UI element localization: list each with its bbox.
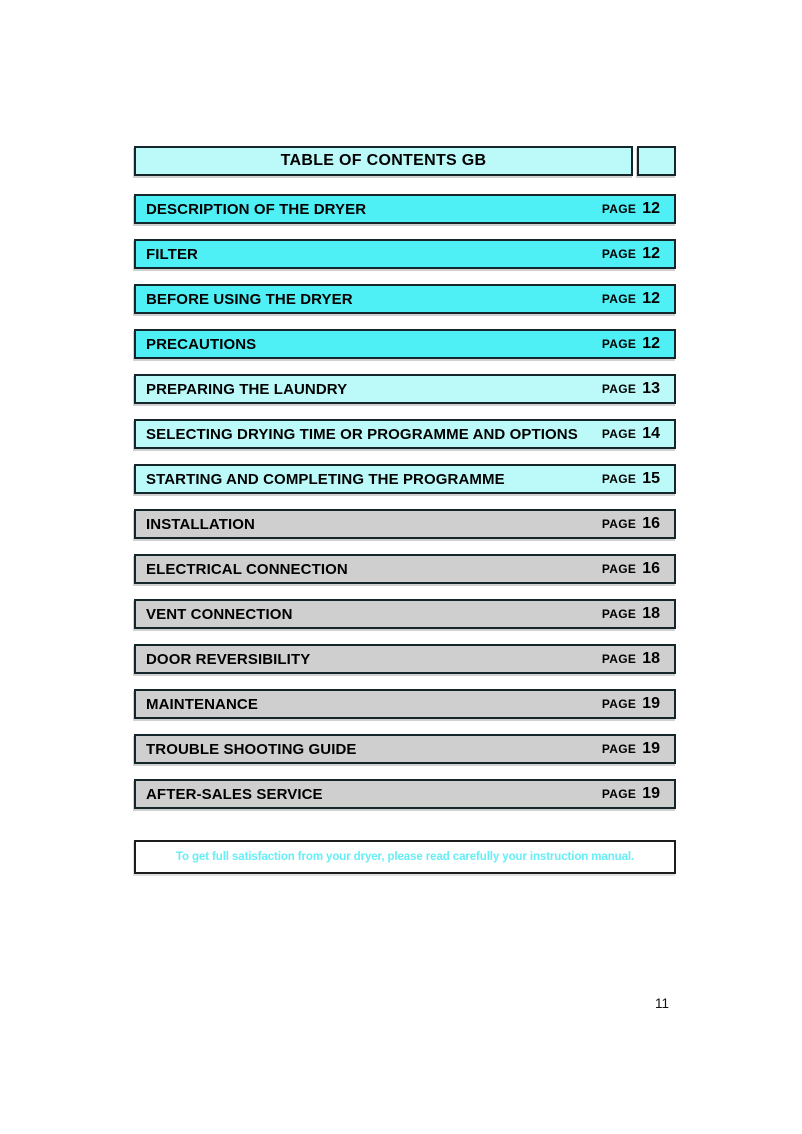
toc-row-page-group — [602, 425, 660, 443]
toc-page-number: 15 — [642, 470, 660, 487]
toc-row — [134, 734, 676, 764]
toc-title-band — [134, 146, 633, 176]
toc-content — [134, 146, 676, 824]
toc-row — [134, 419, 676, 449]
note-text: To get full satisfaction from your dryer, please read carefully your instruction manual. — [175, 851, 635, 863]
toc-page-number: 12 — [642, 290, 660, 307]
toc-page-number: 18 — [642, 605, 660, 622]
toc-row — [134, 239, 676, 269]
toc-row-title: STARTING AND COMPLETING THE PROGRAMME — [146, 470, 505, 488]
toc-page-label: PAGE — [601, 742, 637, 756]
toc-row — [134, 779, 676, 809]
toc-page-label: PAGE — [601, 517, 637, 531]
toc-page-number: 16 — [642, 515, 660, 532]
toc-row-page-group — [602, 605, 660, 623]
toc-page-label: PAGE — [601, 382, 637, 396]
toc-page-number: 12 — [642, 335, 660, 352]
toc-row-page-group — [602, 695, 660, 713]
toc-page-number: 14 — [642, 425, 660, 442]
toc-page-number: 13 — [642, 380, 660, 397]
toc-page-label: PAGE — [601, 787, 637, 801]
toc-page-number: 19 — [642, 785, 660, 802]
toc-page-label: PAGE — [601, 427, 637, 441]
toc-page-label: PAGE — [601, 202, 637, 216]
toc-row-page-group — [602, 380, 660, 398]
toc-row — [134, 509, 676, 539]
toc-page-number: 12 — [642, 200, 660, 217]
toc-row-page-group — [602, 200, 660, 218]
toc-row-page-group — [602, 650, 660, 668]
folio-page-number: 11 — [655, 996, 670, 1011]
toc-page-label: PAGE — [601, 337, 637, 351]
toc-page-label: PAGE — [601, 292, 637, 306]
toc-row-title: PRECAUTIONS — [146, 335, 257, 353]
toc-row — [134, 599, 676, 629]
toc-page-number: 18 — [642, 650, 660, 667]
header-corner-box — [637, 146, 676, 176]
toc-row-page-group — [602, 335, 660, 353]
toc-row-page-group — [602, 740, 660, 758]
toc-row-page-group — [602, 290, 660, 308]
toc-row-title: PREPARING THE LAUNDRY — [146, 380, 348, 398]
toc-page-number: 16 — [642, 560, 660, 577]
toc-row — [134, 689, 676, 719]
toc-row-title: BEFORE USING THE DRYER — [146, 290, 353, 308]
toc-row — [134, 374, 676, 404]
toc-row-title: MAINTENANCE — [146, 695, 258, 713]
toc-page-label: PAGE — [601, 472, 637, 486]
note-box — [134, 840, 676, 874]
toc-row-page-group — [602, 515, 660, 533]
toc-row-title: DESCRIPTION OF THE DRYER — [146, 200, 367, 218]
toc-page-label: PAGE — [601, 652, 637, 666]
toc-row — [134, 644, 676, 674]
toc-row — [134, 554, 676, 584]
toc-row-page-group — [602, 245, 660, 263]
toc-row-title: SELECTING DRYING TIME OR PROGRAMME AND OPTIONS — [146, 425, 578, 443]
toc-row — [134, 284, 676, 314]
toc-page-label: PAGE — [601, 562, 637, 576]
toc-row-title: INSTALLATION — [146, 515, 255, 533]
toc-row-page-group — [602, 470, 660, 488]
toc-row-title: DOOR REVERSIBILITY — [146, 650, 311, 668]
toc-header — [134, 146, 676, 176]
toc-page-label: PAGE — [601, 607, 637, 621]
toc-row — [134, 329, 676, 359]
toc-row-title: TROUBLE SHOOTING GUIDE — [146, 740, 357, 758]
toc-row-page-group — [602, 785, 660, 803]
toc-row-page-group — [602, 560, 660, 578]
toc-row — [134, 194, 676, 224]
toc-row-title: FILTER — [146, 245, 198, 263]
toc-list — [134, 194, 676, 809]
toc-row-title: AFTER-SALES SERVICE — [146, 785, 323, 803]
toc-row-title: ELECTRICAL CONNECTION — [146, 560, 348, 578]
toc-page-label: PAGE — [601, 247, 637, 261]
toc-row-title: VENT CONNECTION — [146, 605, 293, 623]
toc-row — [134, 464, 676, 494]
toc-page-number: 19 — [642, 740, 660, 757]
toc-page-number: 19 — [642, 695, 660, 712]
toc-page-label: PAGE — [601, 697, 637, 711]
toc-page-number: 12 — [642, 245, 660, 262]
page-title: TABLE OF CONTENTS GB — [280, 152, 487, 169]
